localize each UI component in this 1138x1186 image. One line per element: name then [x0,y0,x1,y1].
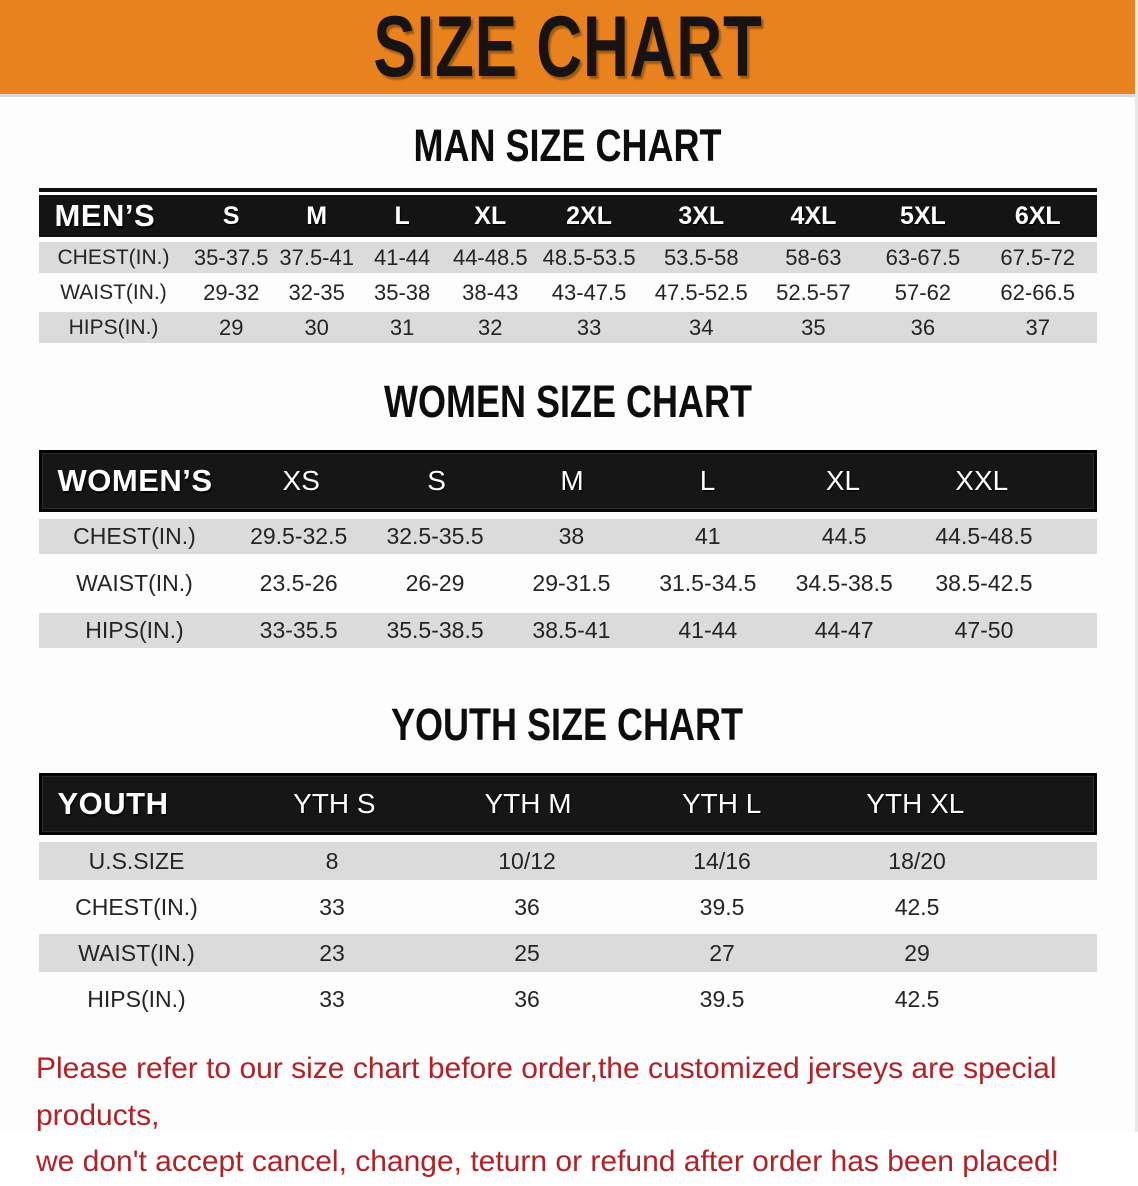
cell-value: 23 [319,939,345,966]
cell-value: 35-37.5 [193,244,269,270]
table-row [39,242,1097,273]
cell-value: 34 [689,314,714,340]
column-header: 3XL [678,201,725,230]
cell-value: 14/16 [693,847,751,874]
column-header: S [427,465,446,496]
cell-value: 32 [478,314,503,340]
column-header: 5XL [899,201,946,230]
cell-value: 33 [319,893,345,920]
cell-value: 29-32 [203,279,260,305]
cell-value: 52.5-57 [776,279,851,305]
section-heading-men [0,120,1135,171]
footer-line-1: Please refer to our size chart before order,the customized jerseys are special products, [36,1052,1057,1132]
column-header: YTH XL [866,788,965,819]
row-label: U.S.SIZE [88,847,185,874]
cell-value: 32-35 [288,279,345,305]
cell-value: 38-43 [462,279,519,305]
cell-value: 27 [709,939,735,966]
column-header: 6XL [1014,201,1061,230]
cell-value: 25 [514,939,540,966]
youth-size-table [39,773,1097,1018]
table-row [39,312,1097,343]
women-table-rows [39,519,1097,648]
section-heading-text: WOMEN SIZE CHART [383,376,752,427]
cell-value: 42.5 [894,893,940,920]
cell-value: 35.5-38.5 [386,617,484,643]
cell-value: 43-47.5 [551,279,627,305]
table-row [39,980,1097,1018]
cell-value: 29.5-32.5 [250,523,348,549]
cell-value: 33-35.5 [259,617,338,643]
table-row [39,519,1097,554]
youth-table-header [39,773,1097,835]
cell-value: 34.5-38.5 [795,570,893,596]
cell-value: 44-47 [814,617,874,643]
banner [0,0,1135,97]
cell-value: 63-67.5 [885,244,961,270]
row-label: WAIST(IN.) [60,280,167,304]
row-label: HIPS(IN.) [68,315,159,339]
row-label: HIPS(IN.) [87,985,186,1012]
column-header: YTH S [293,788,376,819]
cell-value: 44.5-48.5 [935,523,1033,549]
cell-value: 38.5-41 [532,617,611,643]
column-header: M [306,201,328,230]
row-label: CHEST(IN.) [73,523,196,549]
table-row [39,613,1097,648]
men-table-rows [39,242,1097,343]
row-label: CHEST(IN.) [75,893,198,920]
column-header: S [222,201,240,230]
column-header: XS [282,465,320,496]
cell-value: 33 [319,985,345,1012]
cell-value: 36 [910,314,936,340]
women-size-table [39,450,1097,648]
cell-value: 58-63 [785,244,842,270]
cell-value: 47.5-52.5 [654,279,748,305]
cell-value: 38.5-42.5 [935,570,1033,596]
sections-container [0,120,1135,1018]
cell-value: 29 [904,939,930,966]
column-header: L [394,201,410,230]
table-header-label: MEN’S [54,198,156,233]
table-row [39,934,1097,972]
cell-value: 30 [304,314,329,340]
cell-value: 44-48.5 [452,244,528,270]
cell-value: 26-29 [405,570,465,596]
cell-value: 36 [514,893,540,920]
cell-value: 18/20 [888,847,946,874]
cell-value: 10/12 [498,847,556,874]
table-top-rule [39,188,1097,192]
cell-value: 62-66.5 [1000,279,1076,305]
table-header-label: YOUTH [57,786,169,821]
row-label: WAIST(IN.) [76,570,193,596]
cell-value: 39.5 [699,893,745,920]
section-heading-youth [0,699,1135,750]
cell-value: 42.5 [894,985,940,1012]
column-header: 2XL [566,201,613,230]
column-header: YTH M [484,788,572,819]
column-header: 4XL [790,201,837,230]
cell-value: 41-44 [374,244,431,270]
footer-note [0,1046,1135,1186]
cell-value: 8 [325,847,339,874]
column-header: XXL [955,465,1009,496]
cell-value: 39.5 [699,985,745,1012]
cell-value: 41-44 [678,617,738,643]
cell-value: 23.5-26 [259,570,338,596]
cell-value: 41 [695,523,721,549]
cell-value: 48.5-53.5 [542,244,636,270]
cell-value: 47-50 [954,617,1014,643]
cell-value: 37.5-41 [279,244,354,270]
cell-value: 33 [576,314,602,340]
youth-table-rows [39,842,1097,1018]
column-header: XL [825,465,861,496]
cell-value: 44.5 [821,523,867,549]
women-table-header [39,450,1097,512]
table-row [39,277,1097,308]
cell-value: 31 [389,314,415,340]
cell-value: 36 [514,985,540,1012]
cell-value: 29 [218,314,244,340]
cell-value: 35-38 [374,279,431,305]
cell-value: 37 [1025,314,1050,340]
cell-value: 67.5-72 [1000,244,1076,270]
section-heading-women [0,376,1135,427]
section-heading-text: YOUTH SIZE CHART [391,699,744,750]
column-header: YTH L [681,788,762,819]
row-label: WAIST(IN.) [78,939,195,966]
cell-value: 53.5-58 [663,244,739,270]
banner-title: SIZE CHART [372,0,763,95]
cell-value: 57-62 [894,279,952,305]
table-row [39,842,1097,880]
table-header-label: WOMEN’S [57,463,213,498]
men-size-table [39,188,1097,343]
row-label: HIPS(IN.) [85,617,184,643]
cell-value: 38 [558,523,585,549]
row-label: CHEST(IN.) [57,245,170,269]
cell-value: 29-31.5 [532,570,611,596]
column-header: L [699,465,716,496]
cell-value: 32.5-35.5 [386,523,484,549]
men-table-header [39,195,1097,237]
table-row [39,888,1097,926]
cell-value: 31.5-34.5 [659,570,757,596]
section-heading-text: MAN SIZE CHART [413,120,722,171]
column-header: XL [474,201,507,230]
footer-line-2: we don't accept cancel, change, teturn or refund after order has been placed! [36,1145,1060,1178]
column-header: M [560,465,584,496]
table-row [39,566,1097,601]
cell-value: 35 [801,314,826,340]
